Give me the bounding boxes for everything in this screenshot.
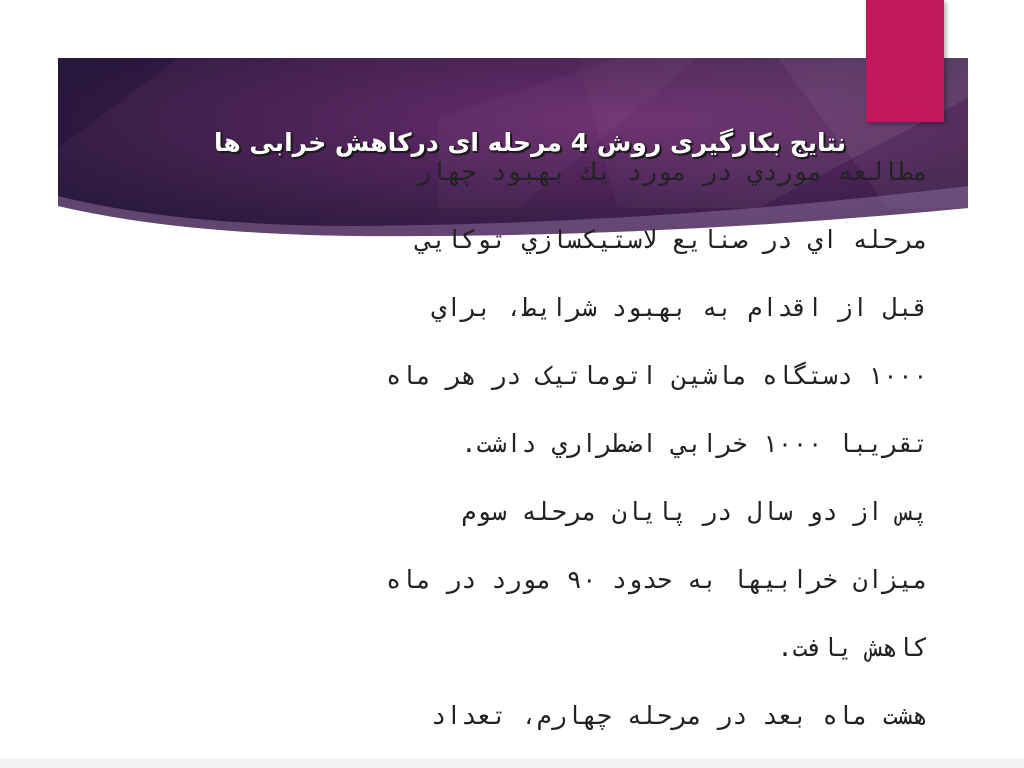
slide-title: نتایج بکارگیری روش 4 مرحله ای درکاهش خرابی ها [213, 128, 846, 157]
body-text [80, 148, 928, 760]
body-line: ۱۰۰۰ دستگاه ماشين اتوماتيک در هر ماه [386, 361, 928, 390]
body-line: مرحله اي در صنايع لاستيكسازي توكايي [416, 225, 928, 254]
body-line: ميزان خرابيها به حدود ۹۰ مورد در ماه [386, 565, 928, 594]
body-line: تقريبا ۱۰۰۰ خرابي اضطراري داشت. [461, 429, 928, 458]
body-line: قبل از اقدام به بهبود شرايط، براي [431, 293, 928, 322]
body-line: هشت ماه بعد در مرحله چهارم، تعداد [431, 701, 928, 730]
body-line: پس از دو سال در پايان مرحله سوم [461, 497, 928, 526]
accent-tab [866, 0, 944, 122]
body-line: كاهش يافت. [777, 633, 928, 662]
body-line: مطالعه موردي در مورد يك بهبود چهار [416, 157, 928, 186]
